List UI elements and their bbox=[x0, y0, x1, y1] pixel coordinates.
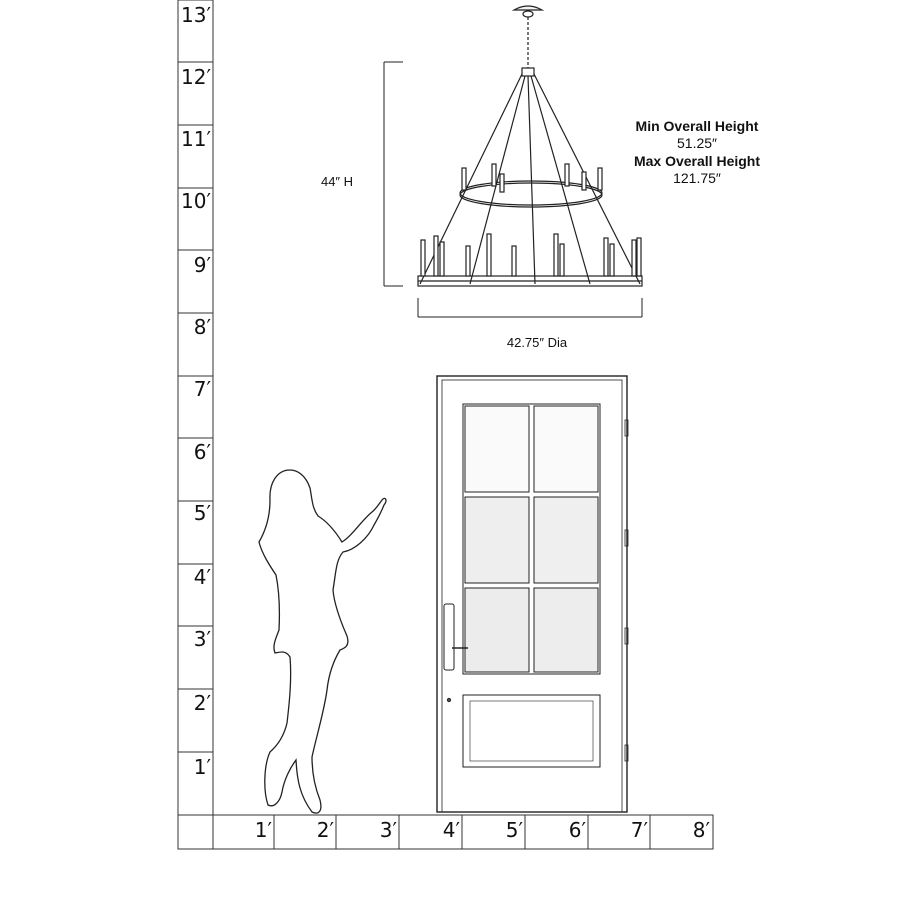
chandelier-icon bbox=[418, 6, 642, 286]
height-mark-3ft: 3′ bbox=[193, 627, 211, 651]
height-mark-6ft: 6′ bbox=[193, 440, 211, 464]
chandelier-diameter-label: 42.75″ Dia bbox=[506, 335, 568, 350]
height-mark-2ft: 2′ bbox=[193, 691, 211, 715]
woman-silhouette-icon bbox=[259, 470, 386, 813]
height-mark-10ft: 10′ bbox=[181, 189, 211, 213]
height-mark-11ft: 11′ bbox=[181, 127, 211, 151]
width-mark-3ft: 3′ bbox=[379, 818, 397, 842]
width-mark-5ft: 5′ bbox=[505, 818, 523, 842]
vertical-ruler-labels bbox=[181, 3, 211, 779]
width-mark-4ft: 4′ bbox=[442, 818, 460, 842]
height-mark-13ft: 13′ bbox=[181, 3, 211, 27]
max-height-label: Max Overall Height bbox=[633, 153, 761, 169]
height-mark-7ft: 7′ bbox=[193, 377, 211, 401]
height-mark-12ft: 12′ bbox=[181, 65, 211, 89]
height-mark-8ft: 8′ bbox=[193, 315, 211, 339]
chandelier-height-label: 44″ H bbox=[320, 174, 354, 189]
max-height-value: 121.75″ bbox=[673, 170, 721, 186]
diameter-dimension-bracket bbox=[418, 298, 642, 317]
height-mark-9ft: 9′ bbox=[193, 253, 211, 277]
height-dimension-bracket bbox=[384, 62, 403, 286]
height-mark-5ft: 5′ bbox=[193, 501, 211, 525]
width-mark-1ft: 1′ bbox=[254, 818, 272, 842]
min-height-label: Min Overall Height bbox=[635, 118, 759, 134]
width-mark-6ft: 6′ bbox=[568, 818, 586, 842]
width-mark-8ft: 8′ bbox=[692, 818, 710, 842]
lower-candles-icon bbox=[421, 234, 641, 276]
height-mark-4ft: 4′ bbox=[193, 565, 211, 589]
height-mark-1ft: 1′ bbox=[193, 755, 211, 779]
min-height-value: 51.25″ bbox=[677, 135, 717, 151]
front-door-icon bbox=[437, 376, 628, 812]
width-mark-7ft: 7′ bbox=[630, 818, 648, 842]
width-mark-2ft: 2′ bbox=[316, 818, 334, 842]
horizontal-ruler-labels bbox=[255, 818, 711, 842]
